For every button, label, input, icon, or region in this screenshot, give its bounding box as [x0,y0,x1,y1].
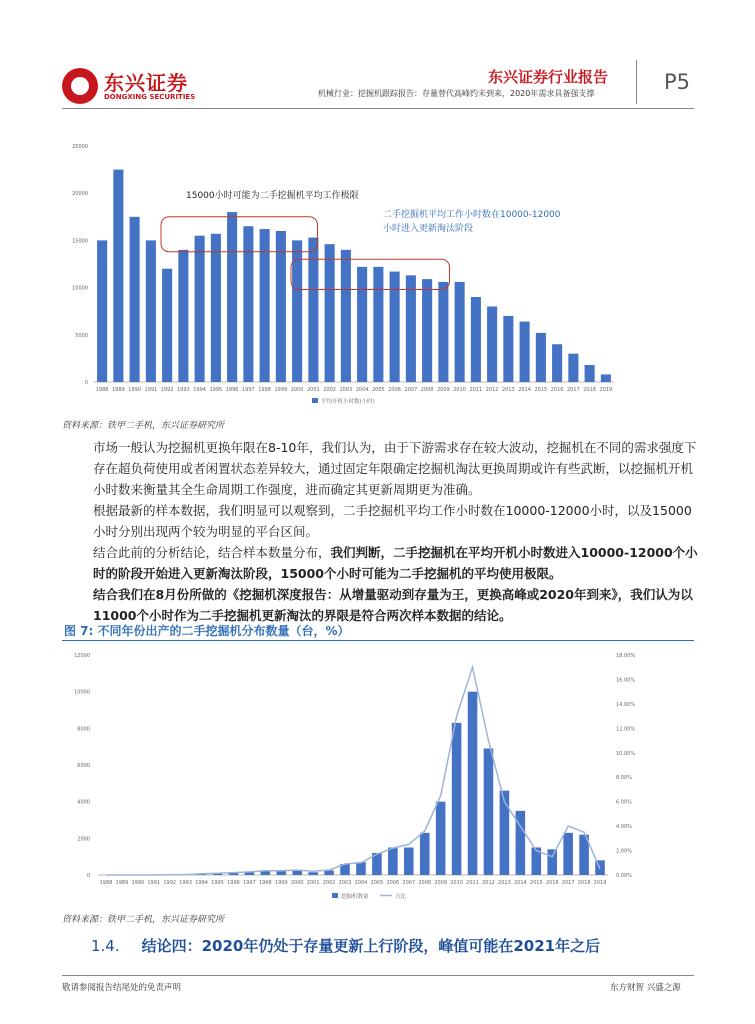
chart1-bar [520,322,530,382]
chart1-x-tick: 2015 [534,387,548,393]
chart1-bar [568,354,578,382]
chart1-x-tick: 2005 [372,387,385,393]
chart2-x-tick: 1991 [147,880,161,886]
chart1-y-tick: 10000 [72,285,88,292]
chart1-bar [552,344,562,382]
chart1-x-tick: 2007 [404,387,418,393]
chart2-y-tick-right: 2.00% [616,848,632,855]
footer-disclaimer: 敬请参阅报告结尾处的免责声明 [62,983,182,993]
figure-7-rule [62,640,694,641]
chart2-x-tick: 2018 [577,880,591,886]
chart2-bar [404,848,414,876]
chart1-bar [178,250,188,382]
section-title: 结论四：2020年仍处于存量更新上行阶段，峰值可能在2021年之后 [141,937,601,955]
chart2-x-tick: 1988 [99,880,113,886]
chart2-x-tick: 2015 [529,880,543,886]
chart2-x-tick: 2017 [561,880,575,886]
paragraph-3-bold: 我们判断，二手挖掘机在平均开机小时数进入10000-12000个小时的阶段开始进入更新淘汰阶段，15000个小时可能为二手挖掘机的平均使用极限。 [93,545,698,581]
chart1-bar [406,275,416,382]
logo-text-en: DONGXING SECURITIES [104,93,196,101]
page-number: P5 [664,70,691,94]
chart2-x-tick: 1993 [179,880,193,886]
chart2-y-tick-left: 0 [86,873,90,879]
chart1-bar [471,297,481,382]
chart2-x-tick: 1992 [163,880,177,886]
chart1-legend-label: 平均开机小时数(小时) [321,399,375,405]
chart1-x-tick: 2012 [485,387,499,393]
chart1-bar [455,282,465,382]
chart1-x-tick: 1993 [177,387,190,393]
chart2-x-tick: 1995 [211,880,224,886]
chart2-y-tick-right: 0.00% [616,873,632,879]
source-note-2: 资料来源：铁甲二手机，东兴证券研究所 [62,915,225,925]
chart2-y-tick-left: 4000 [77,799,90,806]
chart1-x-tick: 2008 [420,387,434,393]
chart1-x-tick: 2009 [437,387,450,393]
chart1-bar [373,267,383,382]
chart-avg-hours [62,132,622,412]
chart2-y-tick-left: 2000 [77,836,90,843]
chart1-x-tick: 2001 [307,387,320,393]
chart1-x-tick: 1990 [128,387,141,393]
brand-logo-icon [62,68,98,104]
chart1-bar [211,234,221,382]
paragraph-1: 市场一般认为挖掘机更换年限在8-10年，我们认为，由于下游需求存在较大波动，挖掘机在不同的需求强度下存在超负荷使用或者闲置状态差异较大，通过固定年限确定挖掘机淘汰更换周期或许有些武断，以挖掘机开机小时数来衡量其全生命周期工作强度，进而确定其更新周期更为准确。 [93,440,697,497]
chart1-bar [536,333,546,382]
chart2-x-tick: 2010 [450,880,463,886]
chart1-x-tick: 2010 [453,387,466,393]
chart1-bar [113,170,123,382]
chart1-x-tick: 2006 [388,387,401,393]
chart2-bar [452,723,462,875]
chart1-bar [227,212,237,382]
chart1-annotation-renewal: 二手挖掘机平均工作小时数在10000-12000小时进入更新淘汰阶段 [383,210,561,234]
chart1-x-tick: 2016 [550,387,564,393]
chart2-x-tick: 2012 [482,880,495,886]
chart2-x-tick: 2006 [386,880,400,886]
chart1-annotation-limit: 15000小时可能为二手挖掘机平均工作极限 [186,191,359,201]
chart1-x-tick: 1998 [258,387,271,393]
chart2-legend-label-line: 占比 [395,894,407,900]
chart1-x-tick: 2003 [339,387,353,393]
chart1-x-tick: 1994 [193,387,206,393]
chart1-bar [97,240,107,382]
paragraph-3-plain: 结合此前的分析结论，结合样本数量分布， [93,545,331,560]
chart1-bar [438,282,448,382]
chart2-x-tick: 2004 [354,880,368,886]
chart1-x-tick: 2002 [323,387,336,393]
section-number: 1.4. [91,937,120,955]
chart2-x-tick: 1997 [243,880,256,886]
chart2-x-tick: 2019 [593,880,607,886]
chart2-y-tick-right: 4.00% [616,824,632,831]
chart2-bar [308,872,318,875]
report-subtitle: 机械行业：挖掘机跟踪报告：存量替代高峰约未到来，2020年需求具备强支撑 [318,89,595,98]
chart1-bar [162,269,172,382]
chart2-legend-swatch-bar [332,893,338,898]
chart1-x-tick: 2017 [567,387,580,393]
chart2-y-tick-left: 6000 [77,763,90,769]
chart2-bar [356,862,366,875]
section-heading [91,935,600,956]
chart2-bar [500,791,510,875]
chart1-x-tick: 1988 [95,387,109,393]
chart2-y-tick-left: 8000 [77,726,90,733]
chart1-y-tick: 15000 [72,238,88,245]
chart1-x-tick: 2019 [599,387,613,393]
chart1-bar [585,365,595,382]
header-divider [636,60,637,104]
chart2-y-tick-right: 10.00% [616,750,636,757]
chart1-bar [276,231,286,382]
chart1-y-tick: 5000 [75,332,88,339]
chart1-x-tick: 1989 [112,387,125,393]
chart2-y-tick-left: 12000 [74,653,90,659]
chart1-bar [601,374,611,382]
chart2-bar [484,749,494,876]
chart2-y-tick-right: 14.00% [616,701,636,708]
chart2-y-tick-left: 10000 [74,689,90,696]
chart1-x-tick: 2014 [518,387,531,393]
chart2-x-tick: 2013 [498,880,511,886]
chart2-y-tick-right: 12.00% [616,726,636,733]
chart2-x-tick: 2014 [513,880,527,886]
chart2-y-tick-right: 8.00% [616,775,632,782]
chart1-bar [195,236,205,382]
chart2-bar [563,833,573,875]
chart2-x-tick: 2009 [434,880,448,886]
chart1-x-tick: 2018 [583,387,596,393]
chart2-bar [436,802,446,875]
chart2-y-tick-right: 18.00% [616,653,636,659]
paragraph-2: 根据最新的样本数据，我们明显可以观察到，二手挖掘机平均工作小时数在10000-12000小时，以及15000小时分别出现两个较为明显的平台区间。 [93,503,692,539]
chart1-x-tick: 2000 [290,387,304,393]
chart2-x-tick: 1990 [131,880,145,886]
chart2-x-tick: 1998 [258,880,272,886]
chart2-bar [420,833,430,875]
chart1-bar [146,240,156,382]
chart2-x-tick: 1996 [227,880,240,886]
paragraph-4: 结合我们在8月份所做的《挖掘机深度报告：从增量驱动到存量为王，更换高峰或2020年到来》，我们认为以11000个小时作为二手挖掘机更新淘汰的界限是符合两次样本数据的结论。 [93,587,693,623]
header-rule [62,108,694,109]
figure-7-title: 图 7: 不同年份出产的二手挖掘机分布数量（台，%） [64,624,350,638]
chart2-legend-label-bar: 挖掘机数量 [341,894,369,900]
chart2-x-tick: 1994 [195,880,208,886]
chart1-y-tick: 20000 [72,191,88,198]
chart1-bar [503,316,513,382]
chart-distribution [62,645,694,905]
chart1-x-tick: 1996 [225,387,239,393]
chart1-x-tick: 1999 [274,387,288,393]
chart2-share-line [106,667,600,875]
chart2-x-tick: 2016 [545,880,559,886]
chart1-bar [390,272,400,382]
chart2-bar [468,692,478,875]
chart2-x-tick: 2002 [322,880,336,886]
chart1-bar [357,267,367,382]
chart1-bar [325,244,335,382]
chart2-x-tick: 1999 [274,880,288,886]
chart1-x-tick: 1991 [144,387,158,393]
chart2-x-tick: 2007 [402,880,416,886]
footer-slogan: 东方财智 兴盛之源 [610,983,681,993]
chart2-y-tick-right: 6.00% [616,799,632,806]
chart2-x-tick: 2000 [290,880,304,886]
chart1-bar [422,279,432,382]
chart1-y-tick: 25000 [72,144,88,150]
paragraph-3 [93,542,703,584]
chart2-x-tick: 2011 [466,880,479,886]
chart2-x-tick: 2008 [418,880,432,886]
chart1-legend-swatch [312,398,318,403]
chart2-x-tick: 2003 [338,880,352,886]
chart2-y-tick-right: 16.00% [616,677,636,684]
chart1-y-tick: 0 [84,380,88,386]
logo-text-cn: 东兴证券 [104,71,188,95]
chart1-bar [487,306,497,382]
chart1-x-tick: 2013 [502,387,515,393]
chart1-bar [341,250,351,382]
chart1-bar [243,226,253,382]
chart1-x-tick: 1992 [160,387,174,393]
chart2-x-tick: 2005 [370,880,384,886]
chart1-x-tick: 2011 [469,387,483,393]
chart1-x-tick: 1995 [209,387,223,393]
chart2-bar [388,848,398,876]
chart1-x-tick: 2004 [355,387,369,393]
chart2-x-tick: 2001 [306,880,320,886]
chart2-bar [547,849,557,875]
chart1-x-tick: 1997 [242,387,255,393]
footer-rule [62,975,694,976]
chart2-x-tick: 1989 [115,880,129,886]
source-note-1: 资料来源：铁甲二手机，东兴证券研究所 [62,421,225,431]
report-type: 东兴证券行业报告 [488,68,609,86]
chart1-bar [130,217,140,382]
